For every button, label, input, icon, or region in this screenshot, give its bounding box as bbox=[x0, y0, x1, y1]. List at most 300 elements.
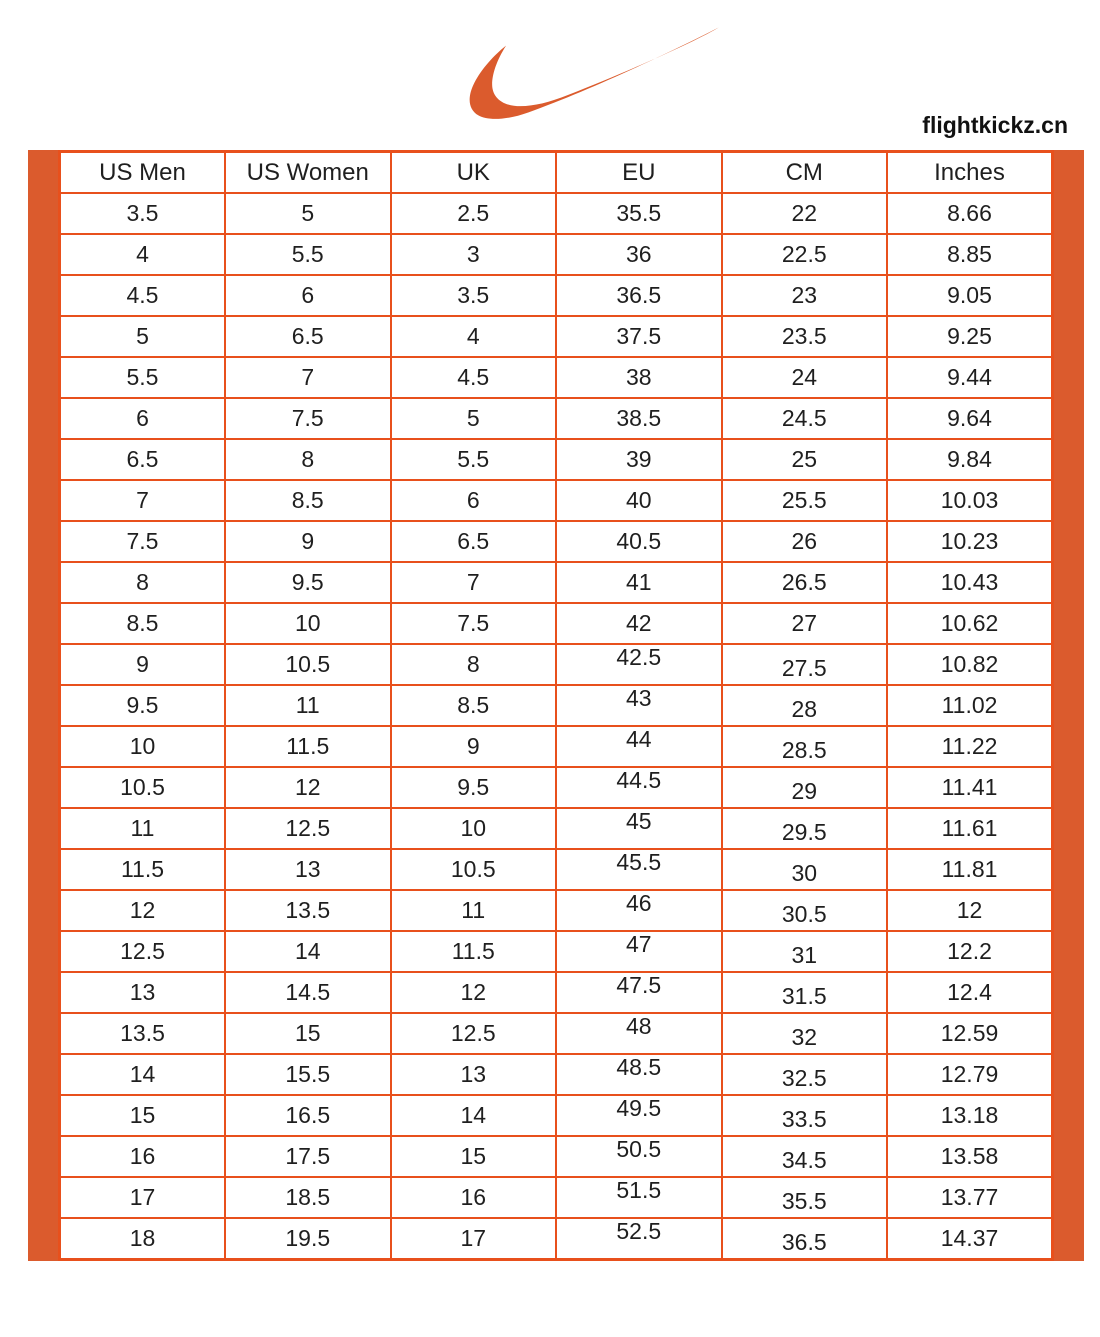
table-cell bbox=[722, 1218, 888, 1260]
table-row bbox=[60, 398, 1053, 439]
table-cell bbox=[722, 480, 888, 521]
table-cell bbox=[722, 685, 888, 726]
table-cell bbox=[722, 767, 888, 808]
column-header-eu: EU bbox=[556, 152, 722, 194]
table-cell bbox=[391, 644, 557, 685]
table-cell bbox=[722, 439, 888, 480]
table-cell bbox=[60, 685, 226, 726]
cell-value: 5.5 bbox=[126, 364, 159, 390]
table-row bbox=[60, 234, 1053, 275]
table-cell bbox=[60, 1054, 226, 1095]
cell-value: 11.81 bbox=[941, 856, 998, 882]
cell-value: 39 bbox=[625, 446, 652, 472]
column-header-us-men: US Men bbox=[60, 152, 226, 194]
website-label: flightkickz.cn bbox=[922, 112, 1068, 138]
table-cell bbox=[391, 726, 557, 767]
cell-value: 5.5 bbox=[457, 446, 490, 472]
cell-value: 10 bbox=[294, 610, 321, 636]
cell-value: 42.5 bbox=[616, 644, 662, 670]
cell-value: 18 bbox=[129, 1225, 156, 1251]
table-cell bbox=[722, 1136, 888, 1177]
cell-value: 6.5 bbox=[457, 528, 490, 554]
cell-value: 11.02 bbox=[941, 692, 998, 718]
cell-value: 8.5 bbox=[457, 692, 490, 718]
column-header-inches: Inches bbox=[887, 152, 1053, 194]
table-cell bbox=[556, 357, 722, 398]
cell-value: 9.84 bbox=[947, 446, 992, 472]
cell-value: 11 bbox=[295, 692, 320, 718]
table-cell bbox=[887, 767, 1053, 808]
table-cell bbox=[391, 480, 557, 521]
table-cell bbox=[556, 603, 722, 644]
table-row bbox=[60, 849, 1053, 890]
cell-value: 12.4 bbox=[947, 979, 992, 1005]
cell-value: 32.5 bbox=[781, 1065, 827, 1091]
table-cell bbox=[556, 521, 722, 562]
cell-value: 47 bbox=[625, 931, 652, 957]
table-cell bbox=[60, 480, 226, 521]
cell-value: 12 bbox=[460, 979, 487, 1005]
table-cell bbox=[225, 849, 391, 890]
table-cell bbox=[60, 890, 226, 931]
table-cell bbox=[391, 1177, 557, 1218]
table-cell bbox=[887, 808, 1053, 849]
table-cell bbox=[225, 972, 391, 1013]
table-cell bbox=[60, 767, 226, 808]
cell-value: 9.64 bbox=[947, 405, 992, 431]
table-cell bbox=[391, 439, 557, 480]
cell-value: 25.5 bbox=[781, 487, 827, 513]
cell-value: 4 bbox=[136, 241, 149, 267]
cell-value: 15 bbox=[129, 1102, 156, 1128]
table-cell bbox=[556, 480, 722, 521]
cell-value: 12.79 bbox=[940, 1061, 999, 1087]
cell-value: 11.41 bbox=[941, 774, 998, 800]
table-cell bbox=[887, 439, 1053, 480]
cell-value: 8 bbox=[466, 651, 480, 677]
cell-value: 16.5 bbox=[285, 1102, 331, 1128]
table-row bbox=[60, 1136, 1053, 1177]
table-row bbox=[60, 726, 1053, 767]
cell-value: 3.5 bbox=[126, 200, 159, 226]
cell-value: 14 bbox=[294, 938, 321, 964]
table-row bbox=[60, 1218, 1053, 1260]
table-row bbox=[60, 603, 1053, 644]
cell-value: 9 bbox=[301, 528, 315, 554]
cell-value: 4.5 bbox=[126, 282, 159, 308]
table-row bbox=[60, 562, 1053, 603]
table-cell bbox=[225, 193, 391, 234]
cell-value: 14 bbox=[460, 1102, 487, 1128]
cell-value: 10.5 bbox=[285, 651, 331, 677]
table-cell bbox=[60, 316, 226, 357]
cell-value: 15 bbox=[460, 1143, 487, 1169]
table-cell bbox=[391, 1054, 557, 1095]
cell-value: 13.5 bbox=[120, 1020, 165, 1046]
cell-value: 6.5 bbox=[126, 446, 159, 472]
table-cell bbox=[60, 193, 226, 234]
cell-value: 13 bbox=[294, 856, 321, 882]
cell-value: 6.5 bbox=[291, 323, 324, 349]
table-cell bbox=[887, 480, 1053, 521]
table-cell bbox=[556, 972, 722, 1013]
table-cell bbox=[391, 1136, 557, 1177]
cell-value: 8.85 bbox=[947, 241, 992, 267]
table-cell bbox=[391, 1013, 557, 1054]
cell-value: 13 bbox=[460, 1061, 487, 1087]
table-cell bbox=[556, 1177, 722, 1218]
cell-value: 26.5 bbox=[781, 569, 827, 595]
table-cell bbox=[225, 357, 391, 398]
table-cell bbox=[391, 890, 557, 931]
cell-value: 11 bbox=[130, 815, 155, 841]
header-row bbox=[60, 152, 1053, 194]
table-row bbox=[60, 193, 1053, 234]
size-table-container bbox=[28, 150, 1084, 1261]
table-cell bbox=[225, 808, 391, 849]
table-cell bbox=[887, 1177, 1053, 1218]
table-cell bbox=[60, 357, 226, 398]
table-cell bbox=[887, 972, 1053, 1013]
table-cell bbox=[391, 275, 557, 316]
cell-value: 8.5 bbox=[291, 487, 324, 513]
cell-value: 48 bbox=[625, 1013, 652, 1039]
cell-value: 24.5 bbox=[781, 405, 827, 431]
table-cell bbox=[887, 603, 1053, 644]
cell-value: 17 bbox=[129, 1184, 156, 1210]
cell-value: 10 bbox=[129, 733, 156, 759]
table-cell bbox=[556, 562, 722, 603]
table-row bbox=[60, 316, 1053, 357]
nike-swoosh-icon bbox=[453, 24, 721, 120]
table-cell bbox=[225, 562, 391, 603]
cell-value: 3 bbox=[466, 241, 480, 267]
cell-value: 7 bbox=[301, 364, 315, 390]
table-cell bbox=[391, 1095, 557, 1136]
cell-value: 8.5 bbox=[126, 610, 159, 636]
table-row bbox=[60, 931, 1053, 972]
table-cell bbox=[391, 234, 557, 275]
table-cell bbox=[391, 931, 557, 972]
cell-value: 16 bbox=[460, 1184, 487, 1210]
cell-value: 4.5 bbox=[457, 364, 490, 390]
cell-value: 40 bbox=[625, 487, 652, 513]
table-cell bbox=[722, 234, 888, 275]
table-cell bbox=[391, 603, 557, 644]
cell-value: 10.5 bbox=[120, 774, 165, 800]
cell-value: 10 bbox=[460, 815, 487, 841]
table-cell bbox=[556, 398, 722, 439]
cell-value: 11.22 bbox=[941, 733, 998, 759]
table-cell bbox=[887, 644, 1053, 685]
cell-value: 12.5 bbox=[285, 815, 331, 841]
table-cell bbox=[722, 972, 888, 1013]
table-cell bbox=[887, 685, 1053, 726]
cell-value: 13.58 bbox=[940, 1143, 999, 1169]
cell-value: 9.44 bbox=[947, 364, 992, 390]
table-cell bbox=[225, 931, 391, 972]
table-cell bbox=[556, 890, 722, 931]
table-row bbox=[60, 685, 1053, 726]
cell-value: 40.5 bbox=[616, 528, 662, 554]
cell-value: 35.5 bbox=[781, 1188, 827, 1214]
cell-value: 30.5 bbox=[781, 901, 827, 927]
table-cell bbox=[391, 685, 557, 726]
table-cell bbox=[722, 521, 888, 562]
table-cell bbox=[556, 439, 722, 480]
cell-value: 17.5 bbox=[285, 1143, 331, 1169]
table-cell bbox=[722, 1095, 888, 1136]
cell-value: 25 bbox=[791, 446, 818, 472]
cell-value: 8 bbox=[301, 446, 315, 472]
table-cell bbox=[722, 275, 888, 316]
size-conversion-table bbox=[58, 150, 1054, 1261]
table-cell bbox=[60, 1177, 226, 1218]
cell-value: 7.5 bbox=[457, 610, 490, 636]
table-cell bbox=[60, 1136, 226, 1177]
table-cell bbox=[556, 849, 722, 890]
cell-value: 52.5 bbox=[616, 1218, 662, 1244]
table-cell bbox=[60, 603, 226, 644]
table-cell bbox=[556, 1136, 722, 1177]
cell-value: 8 bbox=[136, 569, 149, 595]
cell-value: 11.5 bbox=[286, 733, 330, 759]
cell-value: 10.62 bbox=[940, 610, 999, 636]
table-row bbox=[60, 357, 1053, 398]
table-cell bbox=[887, 931, 1053, 972]
cell-value: 44.5 bbox=[616, 767, 662, 793]
cell-value: 37.5 bbox=[616, 323, 662, 349]
table-cell bbox=[391, 521, 557, 562]
table-cell bbox=[60, 849, 226, 890]
cell-value: 10.82 bbox=[940, 651, 999, 677]
table-row bbox=[60, 890, 1053, 931]
table-cell bbox=[722, 849, 888, 890]
cell-value: 5 bbox=[301, 200, 315, 226]
cell-value: 9 bbox=[136, 651, 149, 677]
cell-value: 42 bbox=[625, 610, 652, 636]
table-cell bbox=[556, 644, 722, 685]
table-cell bbox=[60, 931, 226, 972]
table-cell bbox=[556, 1054, 722, 1095]
table-row bbox=[60, 972, 1053, 1013]
cell-value: 18.5 bbox=[285, 1184, 331, 1210]
cell-value: 38.5 bbox=[616, 405, 662, 431]
table-row bbox=[60, 1054, 1053, 1095]
table-cell bbox=[225, 480, 391, 521]
table-cell bbox=[60, 1095, 226, 1136]
cell-value: 31 bbox=[791, 942, 818, 968]
cell-value: 10.23 bbox=[940, 528, 999, 554]
cell-value: 10.43 bbox=[940, 569, 999, 595]
table-cell bbox=[887, 316, 1053, 357]
table-cell bbox=[556, 234, 722, 275]
table-cell bbox=[887, 275, 1053, 316]
table-cell bbox=[722, 193, 888, 234]
cell-value: 5 bbox=[136, 323, 149, 349]
cell-value: 45 bbox=[625, 808, 652, 834]
table-cell bbox=[60, 521, 226, 562]
table-cell bbox=[391, 193, 557, 234]
cell-value: 14 bbox=[129, 1061, 156, 1087]
table-cell bbox=[556, 193, 722, 234]
table-cell bbox=[225, 398, 391, 439]
table-cell bbox=[391, 316, 557, 357]
table-cell bbox=[60, 972, 226, 1013]
cell-value: 7 bbox=[466, 569, 480, 595]
cell-value: 32 bbox=[791, 1024, 818, 1050]
table-cell bbox=[556, 1095, 722, 1136]
table-cell bbox=[722, 603, 888, 644]
table-cell bbox=[722, 1054, 888, 1095]
cell-value: 9.5 bbox=[126, 692, 159, 718]
cell-value: 12.2 bbox=[947, 938, 992, 964]
cell-value: 13.5 bbox=[285, 897, 331, 923]
table-row bbox=[60, 1095, 1053, 1136]
table-row bbox=[60, 1013, 1053, 1054]
cell-value: 24 bbox=[791, 364, 818, 390]
cell-value: 12.5 bbox=[120, 938, 165, 964]
cell-value: 12.5 bbox=[450, 1020, 496, 1046]
cell-value: 12 bbox=[294, 774, 321, 800]
cell-value: 36.5 bbox=[781, 1229, 827, 1255]
cell-value: 13.18 bbox=[940, 1102, 999, 1128]
table-cell bbox=[391, 849, 557, 890]
cell-value: 33.5 bbox=[781, 1106, 827, 1132]
table-cell bbox=[722, 562, 888, 603]
table-cell bbox=[60, 726, 226, 767]
table-cell bbox=[887, 1218, 1053, 1260]
table-cell bbox=[225, 521, 391, 562]
cell-value: 9 bbox=[466, 733, 480, 759]
cell-value: 48.5 bbox=[616, 1054, 662, 1080]
table-cell bbox=[556, 767, 722, 808]
table-row bbox=[60, 439, 1053, 480]
cell-value: 2.5 bbox=[457, 200, 490, 226]
cell-value: 14.5 bbox=[285, 979, 331, 1005]
cell-value: 30 bbox=[791, 860, 818, 886]
cell-value: 11.61 bbox=[941, 815, 998, 841]
table-cell bbox=[887, 890, 1053, 931]
cell-value: 11.5 bbox=[120, 856, 165, 882]
cell-value: 4 bbox=[466, 323, 480, 349]
column-header-us-women: US Women bbox=[225, 152, 391, 194]
cell-value: 45.5 bbox=[616, 849, 662, 875]
table-cell bbox=[722, 1177, 888, 1218]
cell-value: 7.5 bbox=[291, 405, 324, 431]
table-row bbox=[60, 1177, 1053, 1218]
cell-value: 10.5 bbox=[450, 856, 496, 882]
table-cell bbox=[722, 316, 888, 357]
table-row bbox=[60, 767, 1053, 808]
table-row bbox=[60, 808, 1053, 849]
cell-value: 10.03 bbox=[940, 487, 999, 513]
cell-value: 28.5 bbox=[781, 737, 827, 763]
cell-value: 35.5 bbox=[616, 200, 662, 226]
cell-value: 14.37 bbox=[940, 1225, 999, 1251]
table-cell bbox=[722, 398, 888, 439]
cell-value: 51.5 bbox=[616, 1177, 662, 1203]
cell-value: 12 bbox=[956, 897, 983, 923]
table-cell bbox=[60, 1013, 226, 1054]
cell-value: 8.66 bbox=[947, 200, 992, 226]
column-header-cm: CM bbox=[722, 152, 888, 194]
table-cell bbox=[391, 808, 557, 849]
table-cell bbox=[722, 1013, 888, 1054]
cell-value: 50.5 bbox=[616, 1136, 662, 1162]
table-cell bbox=[225, 275, 391, 316]
table-cell bbox=[60, 234, 226, 275]
cell-value: 38 bbox=[625, 364, 652, 390]
cell-value: 5.5 bbox=[291, 241, 324, 267]
cell-value: 22.5 bbox=[781, 241, 827, 267]
table-cell bbox=[225, 1013, 391, 1054]
table-cell bbox=[887, 193, 1053, 234]
cell-value: 13.77 bbox=[940, 1184, 999, 1210]
cell-value: 17 bbox=[460, 1225, 487, 1251]
table-cell bbox=[60, 275, 226, 316]
table-cell bbox=[391, 767, 557, 808]
cell-value: 9.05 bbox=[947, 282, 992, 308]
cell-value: 34.5 bbox=[781, 1147, 827, 1173]
cell-value: 29.5 bbox=[781, 819, 827, 845]
table-cell bbox=[391, 562, 557, 603]
table-cell bbox=[225, 603, 391, 644]
table-cell bbox=[225, 890, 391, 931]
table-cell bbox=[887, 398, 1053, 439]
cell-value: 28 bbox=[791, 696, 818, 722]
cell-value: 46 bbox=[625, 890, 652, 916]
table-cell bbox=[225, 685, 391, 726]
cell-value: 11.5 bbox=[451, 938, 495, 964]
table-cell bbox=[722, 931, 888, 972]
cell-value: 26 bbox=[791, 528, 818, 554]
cell-value: 43 bbox=[625, 685, 652, 711]
table-cell bbox=[556, 275, 722, 316]
table-body bbox=[60, 193, 1053, 1260]
table-cell bbox=[887, 234, 1053, 275]
table-cell bbox=[391, 398, 557, 439]
table-cell bbox=[556, 1013, 722, 1054]
left-accent-bar bbox=[28, 150, 58, 1261]
cell-value: 11 bbox=[461, 897, 486, 923]
cell-value: 29 bbox=[791, 778, 818, 804]
table-cell bbox=[60, 439, 226, 480]
table-cell bbox=[887, 726, 1053, 767]
table-cell bbox=[391, 357, 557, 398]
cell-value: 12 bbox=[129, 897, 156, 923]
table-cell bbox=[722, 726, 888, 767]
table-cell bbox=[556, 808, 722, 849]
cell-value: 23 bbox=[791, 282, 818, 308]
table-cell bbox=[887, 562, 1053, 603]
cell-value: 36 bbox=[625, 241, 652, 267]
cell-value: 49.5 bbox=[616, 1095, 662, 1121]
table-cell bbox=[887, 357, 1053, 398]
table-cell bbox=[722, 890, 888, 931]
cell-value: 19.5 bbox=[285, 1225, 331, 1251]
cell-value: 9.25 bbox=[947, 323, 992, 349]
table-cell bbox=[556, 931, 722, 972]
table-row bbox=[60, 480, 1053, 521]
table-cell bbox=[60, 562, 226, 603]
table-cell bbox=[225, 234, 391, 275]
table-cell bbox=[391, 972, 557, 1013]
table-row bbox=[60, 275, 1053, 316]
table-header bbox=[60, 152, 1053, 194]
cell-value: 15 bbox=[294, 1020, 321, 1046]
table-cell bbox=[60, 644, 226, 685]
